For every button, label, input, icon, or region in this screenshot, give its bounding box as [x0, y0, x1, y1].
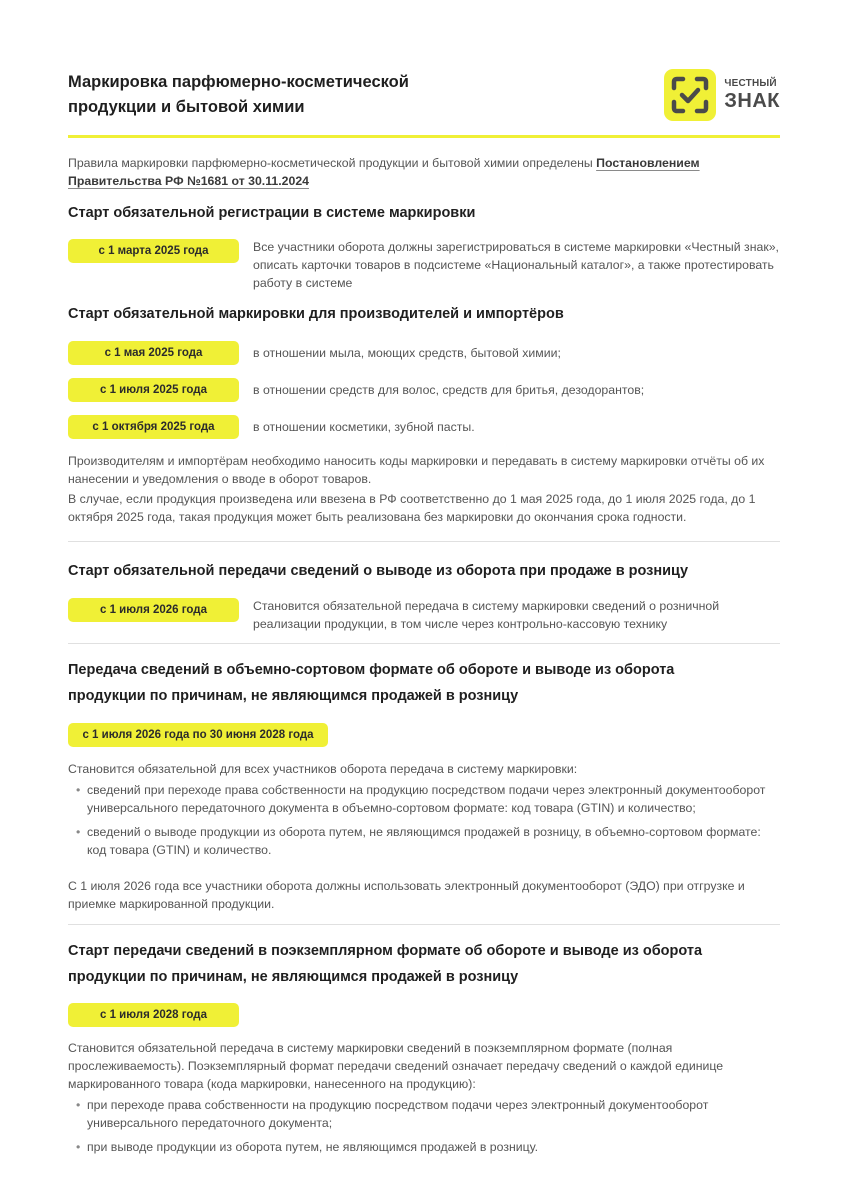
lead-paragraph: Становится обязательной для всех участников оборота передача в систему маркировки: — [68, 762, 578, 776]
page-title: Маркировка парфюмерно-косметической продукции и бытовой химии — [68, 73, 409, 116]
list-item: • сведений при переходе права собственности на продукцию посредством подачи через электронный документооборот универсального передаточного документа в объемно-сортовом формате: код товара (GTIN) и количество; — [76, 783, 766, 815]
section-divider — [68, 541, 780, 542]
date-badge: с 1 июля 2026 года по 30 июня 2028 года — [68, 723, 328, 747]
date-description: в отношении мыла, моющих средств, бытовой химии; — [253, 346, 561, 360]
date-description: Все участники оборота должны зарегистрироваться в системе маркировки «Честный знак», описать карточки товаров в подсистеме «Национальный каталог», а также протестировать работу в системе — [253, 240, 779, 290]
date-description: в отношении средств для волос, средств для бритья, дезодорантов; — [253, 383, 645, 397]
intro-paragraph — [68, 154, 780, 190]
section-heading: Старт обязательной маркировки для производителей и импортёров — [68, 306, 564, 322]
section-heading: Старт передачи сведений в поэкземплярном формате об обороте и выводе из оборота продукции по причинам, не являющимся продажей в розницу — [68, 943, 703, 985]
lead-paragraph: Становится обязательной передача в систему маркировки сведений в поэкземплярном формате (полная прослеживаемость). Поэкземплярный формат передачи сведений означает передачу сведений о каждой единице маркированного товара (кода маркировки, нанесенного на продукцию): — [68, 1041, 724, 1091]
section-heading: Старт обязательной передачи сведений о выводе из оборота при продаже в розницу — [68, 563, 689, 579]
logo-text-line1: ЧЕСТНЫЙ — [724, 78, 777, 89]
bullet-list — [68, 1096, 780, 1162]
date-description: в отношении косметики, зубной пасты. — [253, 420, 475, 434]
date-badge: с 1 июля 2026 года — [68, 598, 239, 622]
checkmark-frame-icon — [664, 69, 716, 121]
bullet-icon: • — [76, 1098, 81, 1112]
section-divider — [68, 643, 780, 644]
bullet-icon: • — [76, 783, 81, 797]
section-divider — [68, 924, 780, 925]
date-badge: с 1 мая 2025 года — [68, 341, 239, 365]
date-badge: с 1 июля 2025 года — [68, 378, 239, 402]
date-description: Становится обязательной передача в систему маркировки сведений о розничной реализации продукции, в том числе через контрольно-кассовую технику — [253, 599, 720, 631]
bullet-list — [68, 781, 780, 865]
note-paragraph: С 1 июля 2026 года все участники оборота должны использовать электронный документооборот (ЭДО) при отгрузке и приемке маркированной продукции. — [68, 879, 745, 911]
date-badge: с 1 октября 2025 года — [68, 415, 239, 439]
list-item: • при выводе продукции из оборота путем, не являющимся продажей в розницу. — [76, 1140, 539, 1154]
list-item: • сведений о выводе продукции из оборота путем, не являющимся продажей в розницу, в объемно-сортовом формате: код товара (GTIN) и количество. — [76, 825, 761, 857]
intro-text: Правила маркировки парфюмерно-косметической продукции и бытовой химии определены — [68, 156, 597, 170]
logo — [664, 69, 780, 121]
logo-text-line2: ЗНАК — [724, 90, 780, 112]
section-heading: Старт обязательной регистрации в системе маркировки — [68, 205, 476, 221]
header-rule — [68, 135, 780, 138]
date-badge: с 1 марта 2025 года — [68, 239, 239, 263]
note-paragraph: В случае, если продукция произведена или ввезена в РФ соответственно до 1 мая 2025 года, до 1 июля 2025 года, до 1 октября 2025 года, такая продукция может быть реализована без маркировки до окончания срока годности. — [68, 492, 756, 524]
section-heading: Передача сведений в объемно-сортовом формате об обороте и выводе из оборота продукции по причинам, не являющимся продажей в розницу — [68, 662, 675, 704]
date-badge: с 1 июля 2028 года — [68, 1003, 239, 1027]
bullet-icon: • — [76, 1140, 81, 1154]
page-header — [68, 70, 780, 130]
bullet-icon: • — [76, 825, 81, 839]
regulation-link[interactable]: Постановлением Правительства РФ №1681 от 30.11.2024 — [68, 156, 700, 188]
list-item: • при переходе права собственности на продукцию посредством подачи через электронный документооборот универсального передаточного документа; — [76, 1098, 709, 1130]
note-paragraph: Производителям и импортёрам необходимо наносить коды маркировки и передавать в систему маркировки отчёты об их нанесении и уведомления о вводе в оборот товаров. — [68, 454, 765, 486]
